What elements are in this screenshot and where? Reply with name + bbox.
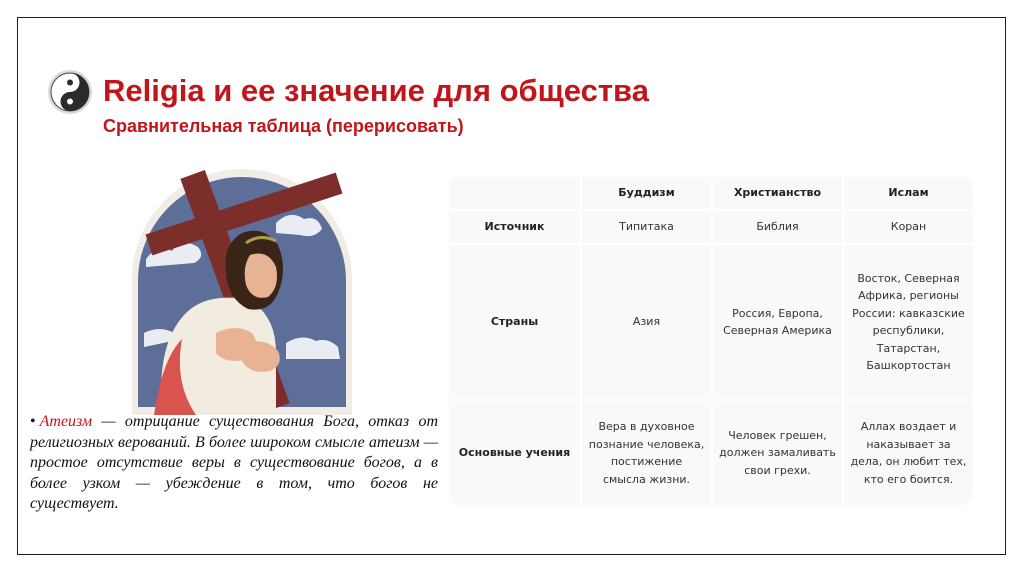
table-cell: Аллах воздает и наказывает за дела, он любит тех, кто его боится. — [843, 400, 973, 505]
table-cell: Восток, Северная Африка, регионы России: кавказские республики, Татарстан, Башкортостан — [843, 244, 973, 400]
bullet-term: Атеизм — [39, 413, 93, 430]
table-cell: Коран — [843, 210, 973, 244]
atheism-bullet — [30, 412, 438, 515]
table-header-row — [448, 176, 973, 210]
table-cell: Россия, Европа, Северная Америка — [712, 244, 843, 400]
table-row — [448, 244, 973, 400]
bullet-icon: • — [30, 413, 36, 430]
table-corner-cell — [448, 176, 581, 210]
comparison-table — [447, 175, 973, 505]
jesus-carrying-cross-illustration — [126, 163, 358, 415]
page-title: Religia и ее значение для общества — [103, 73, 649, 108]
bullet-definition: — отрицание существования Бога, отказ от религиозных верований. В более широком смысле атеизм — простое отсутствие веры в существование богов, а в более узком — убеждение в том, что богов не существует. — [30, 413, 438, 513]
table-cell: Человек грешен, должен замаливать свои грехи. — [712, 400, 843, 505]
table-row — [448, 400, 973, 505]
table-cell: Азия — [581, 244, 712, 400]
table-cell: Библия — [712, 210, 843, 244]
table-row — [448, 210, 973, 244]
page-subtitle: Сравнительная таблица (перерисовать) — [103, 116, 464, 136]
row-header-teachings: Основные учения — [448, 400, 581, 505]
column-header-christianity: Христианство — [712, 176, 843, 210]
table-cell: Вера в духовное познание человека, постижение смысла жизни. — [581, 400, 712, 505]
column-header-buddhism: Буддизм — [581, 176, 712, 210]
row-header-source: Источник — [448, 210, 581, 244]
column-header-islam: Ислам — [843, 176, 973, 210]
table-cell: Типитака — [581, 210, 712, 244]
yin-yang-icon — [47, 69, 93, 115]
row-header-countries: Страны — [448, 244, 581, 400]
